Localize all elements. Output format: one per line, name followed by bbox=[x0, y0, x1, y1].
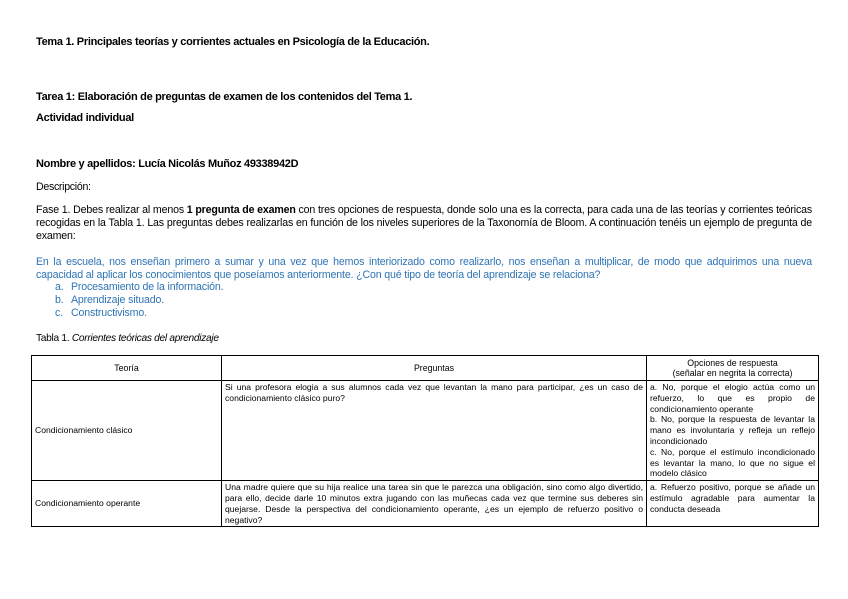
answer-option-a: a. No, porque el elogio actúa como un refuerzo, lo que es propio de condicionamiento operante bbox=[650, 382, 815, 414]
example-option-b bbox=[55, 294, 164, 306]
activity-type: Actividad individual bbox=[36, 112, 134, 124]
option-text: Procesamiento de la información. bbox=[71, 281, 224, 293]
header-options bbox=[647, 356, 819, 381]
option-text: Aprendizaje situado. bbox=[71, 294, 164, 306]
header-options-line1: Opciones de respuesta bbox=[687, 358, 778, 368]
task-title: Tarea 1: Elaboración de preguntas de examen de los contenidos del Tema 1. bbox=[36, 91, 413, 103]
table-row bbox=[32, 481, 819, 527]
answer-option-b: b. No, porque la respuesta de levantar la mano es involuntaria y refleja un reflejo incondicionado bbox=[650, 414, 815, 446]
option-letter: b. bbox=[55, 294, 64, 306]
answer-option-c: c. No, porque el estímulo incondicionado es levantar la mano, lo que no sigue el modelo clásico bbox=[650, 446, 815, 479]
question-cell: Una madre quiere que su hija realice una tarea sin que le parezca una obligación, sino como algo divertido, para ello, decide darle 10 minutos extra jugando con las muñecas cada vez que termine sus deberes sin quejarse. Desde la perspectiva del condicionamiento operante, ¿es un ejemplo de refuerzo positivo o negativo? bbox=[222, 481, 647, 527]
table-caption-title: Corrientes teóricas del aprendizaje bbox=[71, 333, 219, 344]
phase-text-bold: 1 pregunta de examen bbox=[186, 204, 296, 216]
theory-cell: Condicionamiento clásico bbox=[32, 381, 222, 481]
example-question: En la escuela, nos enseñan primero a sumar y una vez que hemos interiorizado como realizarlo, nos enseñan a multiplicar, de modo que adquirimos una nueva capacidad al aplicar los conocimientos que poseíamos anteriormente. ¿Con qué tipo de teoría del aprendizaje se relaciona? bbox=[36, 256, 812, 281]
example-option-a bbox=[55, 281, 223, 293]
answer-option-a: a. Refuerzo positivo, porque se añade un estímulo agradable para aumentar la conducta deseada bbox=[650, 482, 815, 514]
theories-table bbox=[31, 355, 819, 527]
phase-text-end: con tres opciones de respuesta, donde solo una es la correcta, para cada una de las teorías y corrientes teóricas recogidas en la Tabla 1. Las preguntas debes realizarlas en función de los niveles superiores de la Taxonomía de Bloom. A continuación tenéis un ejemplo de pregunta de examen: bbox=[36, 204, 812, 242]
table-caption-prefix: Tabla 1. bbox=[36, 333, 72, 344]
options-cell bbox=[647, 481, 819, 527]
topic-title: Tema 1. Principales teorías y corrientes actuales en Psicología de la Educación. bbox=[36, 36, 430, 48]
table-row bbox=[32, 381, 819, 481]
phase-text-start: Fase 1. Debes realizar al menos bbox=[36, 204, 187, 216]
theory-cell: Condicionamiento operante bbox=[32, 481, 222, 527]
phase-instructions bbox=[36, 204, 812, 243]
option-letter: a. bbox=[55, 281, 64, 293]
example-option-c bbox=[55, 307, 147, 319]
table-caption bbox=[36, 333, 219, 344]
header-theory: Teoría bbox=[32, 356, 222, 381]
question-cell: Si una profesora elogia a sus alumnos cada vez que levantan la mano para participar, ¿es un caso de condicionamiento clásico puro? bbox=[222, 381, 647, 481]
description-label: Descripción: bbox=[36, 181, 91, 193]
student-name: Nombre y apellidos: Lucía Nicolás Muñoz 49338942D bbox=[36, 158, 299, 170]
table-header-row bbox=[32, 356, 819, 381]
options-cell bbox=[647, 381, 819, 481]
header-options-line2: (señalar en negrita la correcta) bbox=[672, 368, 793, 378]
option-text: Constructivismo. bbox=[71, 307, 147, 319]
header-questions: Preguntas bbox=[222, 356, 647, 381]
option-letter: c. bbox=[55, 307, 63, 319]
